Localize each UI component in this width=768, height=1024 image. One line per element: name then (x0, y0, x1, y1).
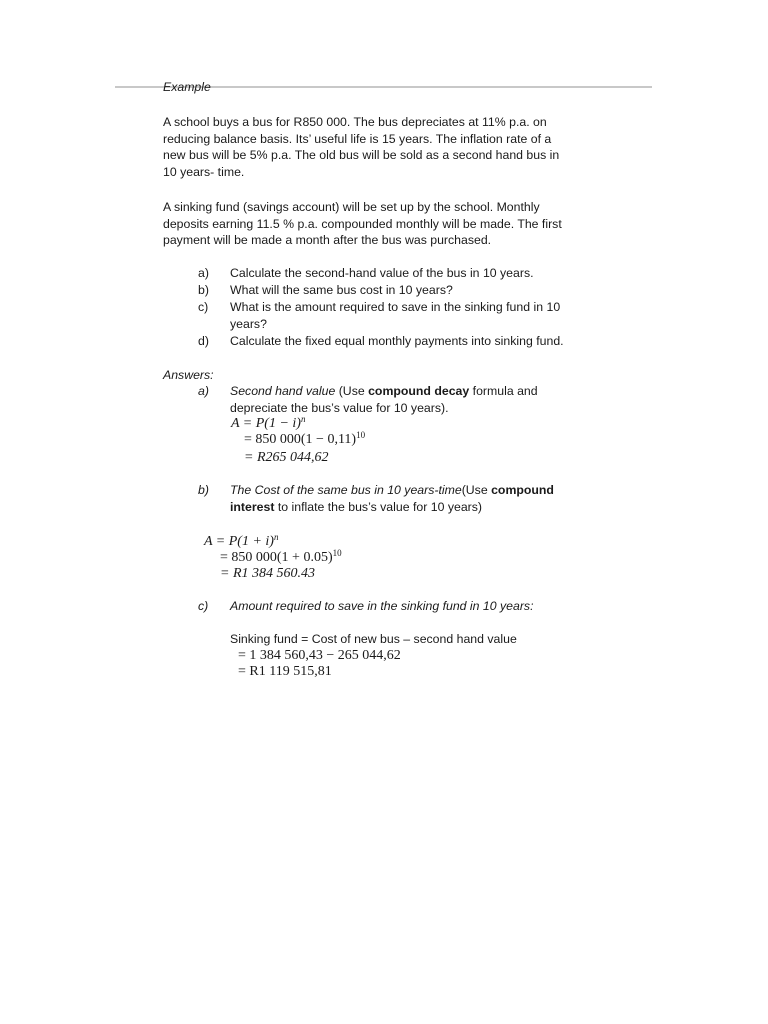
answer-b-text2: to inflate the bus’s value for 10 years) (274, 500, 482, 514)
answer-c-formula-1: = 1 384 560,43 − 265 044,62 (238, 648, 401, 663)
intro-line: reducing balance basis. Its’ useful life is 15 years. The inflation rate of a (163, 131, 552, 146)
example-heading: Example (163, 80, 211, 94)
sinking-line: A sinking fund (savings account) will be set up by the school. Monthly (163, 200, 540, 214)
formula-exponent: n (300, 414, 306, 424)
answer-a-line1 (230, 384, 538, 398)
question-label-c: c) (198, 300, 209, 314)
question-c-text-cont: years? (230, 317, 267, 331)
intro-line: 10 years- time. (163, 164, 245, 179)
answer-label-b: b) (198, 483, 209, 497)
answer-b-result: = R1 384 560.43 (220, 566, 315, 581)
question-d-text: Calculate the fixed equal monthly payments into sinking fund. (230, 334, 564, 348)
question-a-text: Calculate the second-hand value of the bus in 10 years. (230, 266, 534, 280)
answer-a-text2: formula and (469, 384, 538, 398)
question-label-b: b) (198, 283, 209, 297)
answer-b-bold: compound (491, 483, 554, 497)
answer-a-formula-2 (244, 432, 365, 448)
formula-exponent: 10 (356, 430, 366, 440)
answer-a-text1: (Use (335, 384, 369, 398)
intro-line: new bus will be 5% p.a. The old bus will be sold as a second hand bus in (163, 148, 560, 163)
answers-heading: Answers: (163, 368, 214, 382)
answer-c-line1: Sinking fund = Cost of new bus – second hand value (230, 632, 517, 646)
answer-a-line2: depreciate the bus’s value for 10 years). (230, 401, 449, 415)
answer-b-formula-1 (204, 534, 278, 550)
sinking-line: payment will be made a month after the bus was purchased. (163, 233, 492, 248)
answer-c-title: Amount required to save in the sinking fund in 10 years: (230, 599, 534, 613)
formula-exponent: n (273, 532, 279, 542)
answer-label-a: a) (198, 384, 209, 398)
answer-b-formula-2 (220, 550, 342, 566)
question-label-d: d) (198, 334, 209, 348)
answer-a-result: = R265 044,62 (244, 450, 329, 465)
answer-label-c: c) (198, 599, 209, 613)
sinking-fund-paragraph (163, 199, 562, 249)
answer-a-title: Second hand value (230, 384, 336, 398)
sinking-line: deposits earning 11.5 % p.a. compounded monthly will be made. The first (163, 216, 562, 231)
intro-line: A school buys a bus for R850 000. The bus depreciates at 11% p.a. on (163, 115, 547, 129)
question-label-a: a) (198, 266, 209, 280)
answer-a-bold: compound decay (368, 384, 470, 398)
answer-b-line2 (230, 500, 482, 514)
answer-b-text1: (Use (461, 483, 492, 497)
answer-a-formula-1 (231, 416, 305, 432)
formula-text: A = P(1 − i) (231, 416, 301, 431)
intro-paragraph (163, 114, 559, 180)
answer-c-result: = R1 119 515,81 (238, 664, 332, 679)
formula-text: A = P(1 + i) (204, 534, 274, 549)
answer-b-line1 (230, 483, 554, 497)
formula-text: = 850 000(1 − 0,11) (244, 432, 357, 447)
question-b-text: What will the same bus cost in 10 years? (230, 283, 453, 297)
answer-b-bold: interest (230, 500, 275, 514)
question-c-text: What is the amount required to save in the sinking fund in 10 (230, 300, 561, 314)
answer-b-title: The Cost of the same bus in 10 years-time (230, 483, 462, 497)
formula-text: = 850 000(1 + 0.05) (220, 550, 333, 565)
formula-exponent: 10 (332, 548, 342, 558)
